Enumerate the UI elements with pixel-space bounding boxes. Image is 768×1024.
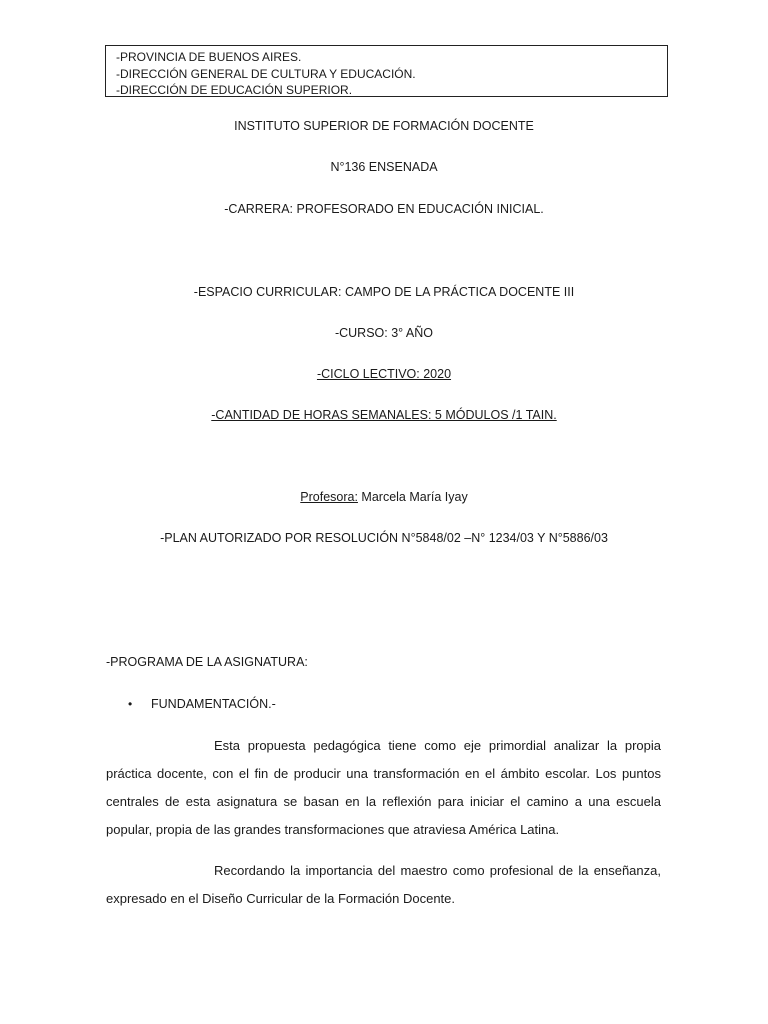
career: -CARRERA: PROFESORADO EN EDUCACIÓN INICIAL. — [224, 202, 544, 216]
teacher — [0, 490, 768, 504]
paragraph-2: Recordando la importancia del maestro como profesional de la enseñanza, expresado en el Diseño Curricular de la Formación Docente. — [106, 863, 661, 906]
header-line-direction-general: -DIRECCIÓN GENERAL DE CULTURA Y EDUCACIÓN. — [116, 66, 416, 81]
weekly-hours — [0, 408, 768, 422]
paragraph-1: Esta propuesta pedagógica tiene como eje primordial analizar la propia práctica docente, con el fin de producir una transformación en el ámbito escolar. Los puntos centrales de esta asignatura se basan en la reflexión para iniciar el camino a una escuela popular, propia de las grandes transformaciones que atraviesa América Latina. — [106, 738, 661, 837]
institute-number: N°136 ENSENADA — [330, 160, 438, 174]
header-box — [105, 45, 668, 97]
bullet-icon: • — [128, 697, 133, 711]
plan-resolution: -PLAN AUTORIZADO POR RESOLUCIÓN N°5848/02 –N° 1234/03 Y N°5886/03 — [160, 531, 608, 545]
program-title: -PROGRAMA DE LA ASIGNATURA: — [106, 655, 308, 669]
section-heading: FUNDAMENTACIÓN.- — [151, 697, 276, 711]
header-line-direction-superior: -DIRECCIÓN DE EDUCACIÓN SUPERIOR. — [116, 83, 353, 97]
teacher-label: Profesora: — [300, 490, 358, 504]
curricular-space: -ESPACIO CURRICULAR: CAMPO DE LA PRÁCTICA DOCENTE III — [193, 285, 575, 299]
institute-name: INSTITUTO SUPERIOR DE FORMACIÓN DOCENTE — [234, 119, 534, 133]
school-year-text: -CICLO LECTIVO: 2020 — [316, 367, 452, 381]
weekly-hours-text: -CANTIDAD DE HORAS SEMANALES: 5 MÓDULOS /1 TAIN. — [211, 408, 557, 422]
course-year: -CURSO: 3° AÑO — [334, 326, 434, 340]
teacher-name: Marcela María Iyay — [357, 490, 468, 504]
school-year — [0, 367, 768, 381]
header-line-province: -PROVINCIA DE BUENOS AIRES. — [116, 50, 302, 64]
